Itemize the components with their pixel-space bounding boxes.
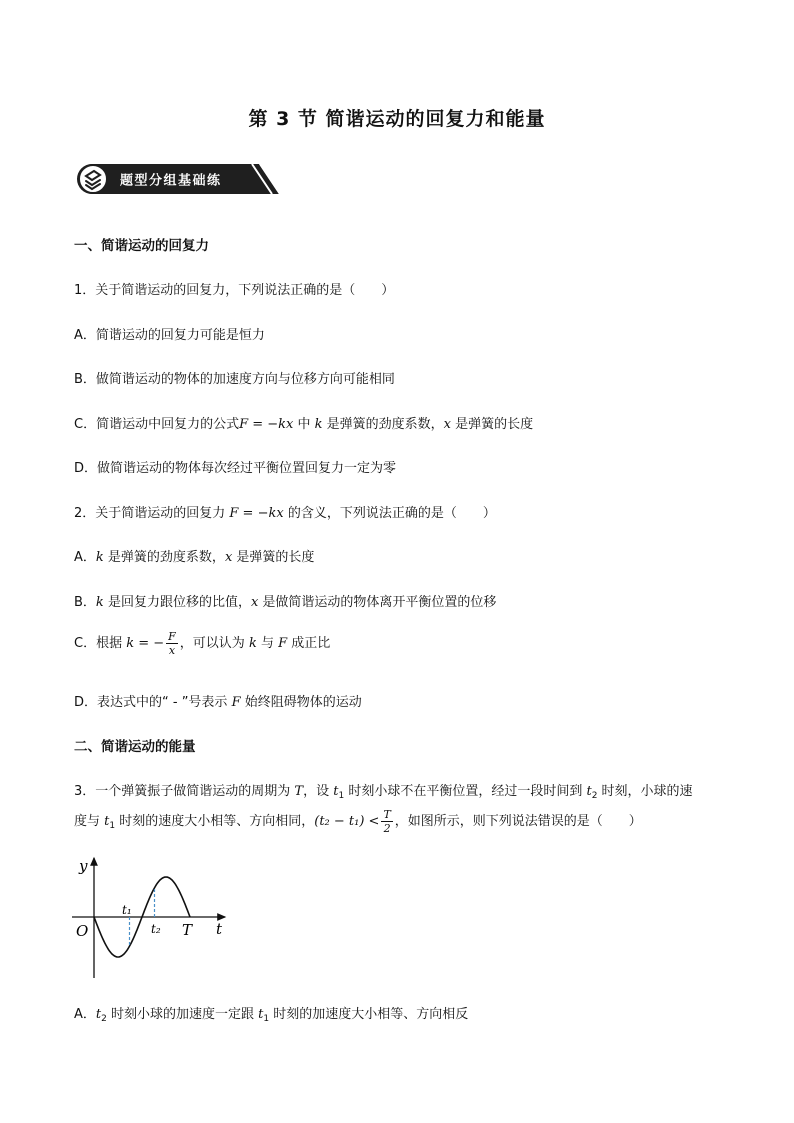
q3-stem-line-1: 3．一个弹簧振子做简谐运动的周期为 T，设 $t_1$ 时刻小球不在平衡位置，经过一段时间到 $t_2$ 时刻，小球的速 — [74, 784, 693, 801]
q1-option-b: B．做简谐运动的物体的加速度方向与位移方向可能相同 — [74, 372, 395, 387]
fraction-f-over-x: $\frac{F}{x}$ — [168, 630, 176, 657]
origin-label: O — [76, 922, 89, 940]
section-banner — [74, 160, 286, 198]
q2-option-a: A．k 是弹簧的劲度系数，x 是弹簧的长度 — [74, 550, 315, 565]
y-label: y — [79, 857, 88, 875]
fraction-t-over-2: $\frac{T}{2}$ — [383, 808, 391, 835]
t-axis-label: t — [216, 920, 223, 938]
page-title: 第 3 节 简谐运动的回复力和能量 — [248, 108, 546, 130]
q3-stem-line-2: 度与 $t_1$ 时刻的速度大小相等、方向相同，(t₂ − t₁) < $\frac{T}{2}$ ，如图所示，则下列说法错误的是（ ） — [74, 808, 642, 835]
q2-stem: 2．关于简谐运动的回复力 F = −kx 的含义，下列说法正确的是（ ） — [74, 506, 496, 521]
section-heading-2: 二、简谐运动的能量 — [74, 739, 196, 755]
q1-option-a: A．简谐运动的回复力可能是恒力 — [74, 328, 265, 343]
period-label: T — [182, 921, 193, 939]
q1-option-c: C．简谐运动中回复力的公式F = −kx 中 k 是弹簧的劲度系数，x 是弹簧的长度 — [74, 417, 534, 432]
t2-label: t₂ — [151, 922, 161, 936]
sine-graph — [70, 852, 230, 982]
q2-option-c: C．根据 k = − $\frac{F}{x}$ ，可以认为 k 与 F 成正比 — [74, 630, 331, 657]
banner-label: 题型分组基础练 — [120, 173, 222, 189]
q1-stem: 1．关于简谐运动的回复力，下列说法正确的是（ ） — [74, 283, 395, 298]
section-heading-1: 一、简谐运动的回复力 — [74, 238, 209, 254]
t1-label: t₁ — [122, 903, 132, 917]
q2-option-d: D．表达式中的“ - ”号表示 F 始终阻碍物体的运动 — [74, 695, 362, 710]
q3-option-a: A．$t_2$ 时刻小球的加速度一定跟 $t_1$ 时刻的加速度大小相等、方向相反 — [74, 1007, 469, 1024]
q2-option-b: B．k 是回复力跟位移的比值，x 是做简谐运动的物体离开平衡位置的位移 — [74, 595, 497, 610]
q1-option-d: D．做简谐运动的物体每次经过平衡位置回复力一定为零 — [74, 461, 397, 476]
